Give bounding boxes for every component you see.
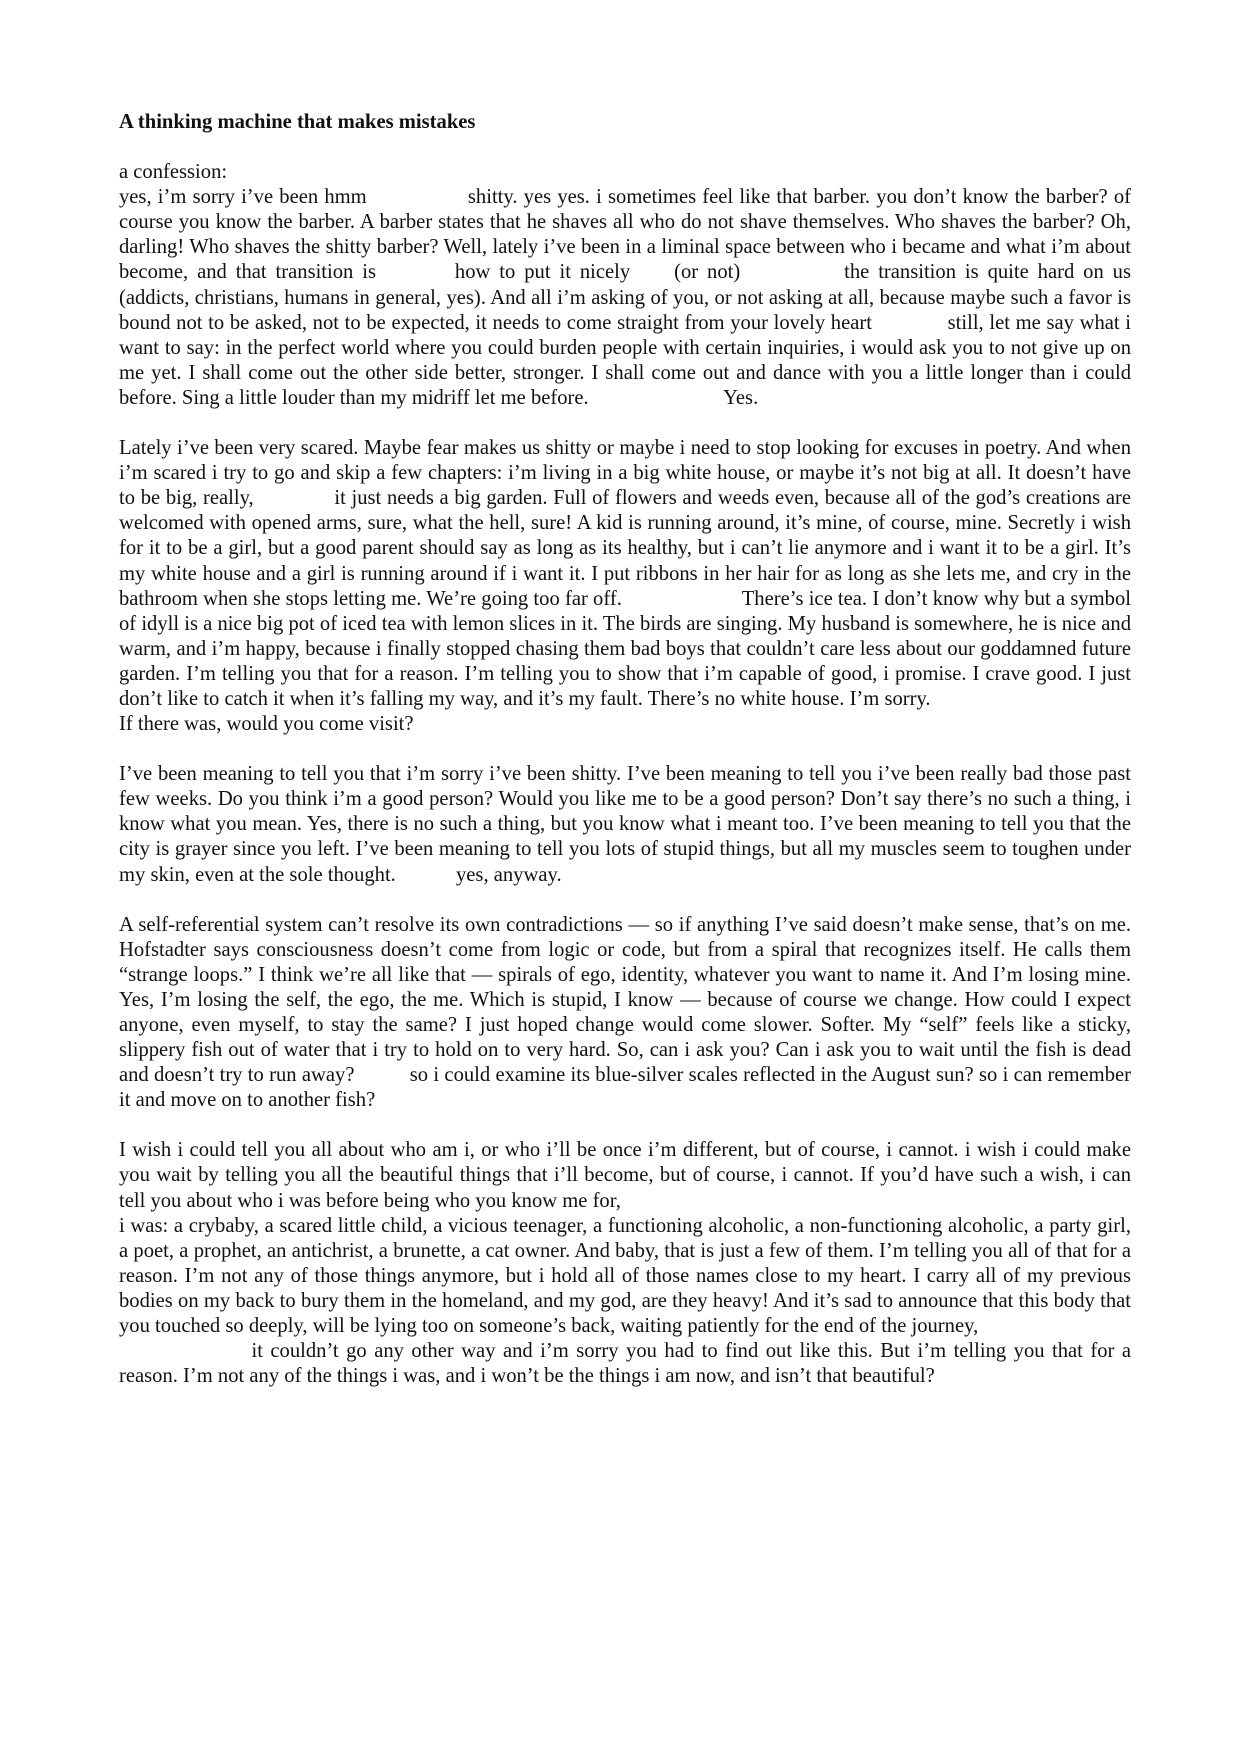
- document-title: A thinking machine that makes mistakes: [119, 111, 476, 133]
- document-page: [119, 110, 1131, 1414]
- text-run: how to put it nicely: [454, 261, 631, 284]
- paragraph-white-house: [119, 436, 1131, 737]
- text-run: A self-referential system can’t resolve its own contradictions — so if anything I’ve said doesn’t make sense, that’s on me. Hofstadter says consciousness doesn’t come from logic or code, but from a spiral that recognizes itself. He calls them “strange loops.” I think we’re all like that — spirals of ego, identity, whatever you want to name it. And I’m losing mine. Yes, I’m losing the self, the ego, the me. Which is stupid, I know — because of course we change. How could I expect anyone, even myself, to stay the same? I just hoped change would come slower. Softer. My “self” feels like a sticky, slippery fish out of water that i try to hold on to very hard. So, can i ask you? Can i ask you to wait until the fish is dead and doesn’t try to run away?: [119, 913, 1131, 1087]
- text-run: so i could examine its blue-silver scales reflected in the August sun? so i can remember it and move on to another fish?: [119, 1064, 1131, 1112]
- text-run: I’ve been meaning to tell you that i’m sorry i’ve been shitty. I’ve been meaning to tell you i’ve been really bad those past few weeks. Do you think i’m a good person? Would you like me to be a good person? Don’t say there’s no such a thing, i know what you mean. Yes, there is no such a thing, but you know what i meant too. I’ve been meaning to tell you that the city is grayer since you left. I’ve been meaning to tell you lots of stupid things, but all my muscles seem to toughen under my skin, even at the sole thought.: [119, 763, 1131, 886]
- text-run: Yes.: [723, 386, 759, 409]
- paragraph-strange-loops: [119, 913, 1131, 1114]
- text-run: If there was, would you come visit?: [119, 713, 414, 736]
- text-run: it just needs a big garden. Full of flowers and weeds even, because all of the god’s creations are welcomed with opened arms, sure, what the hell, sure! A kid is running around, it’s mine, of course, mine. Secretly i wish for it to be a girl, but a good parent should say as long as its healthy, but i can’t lie anymore and i want it to be a girl. It’s my white house and a girl is running around if i want it. I put ribbons in her hair for as long as she lets me, and cry in the bathroom when she stops letting me. We’re going too far off.: [119, 487, 1132, 610]
- paragraph-confession: [119, 160, 1131, 411]
- text-run: (or not): [674, 261, 741, 284]
- text-run: yes, i’m sorry i’ve been hmm: [119, 186, 367, 209]
- text-run: it couldn’t go any other way and i’m sorry you had to find out like this. But i’m telling you that for a reason. I’m not any of the things i was, and i won’t be the things i am now, and isn’t that beautiful?: [119, 1340, 1131, 1388]
- text-run: still, let me say what i want to say: in the perfect world where you could burden people with certain inquiries, i would ask you to not give up on me yet. I shall come out the other side better, stronger. I shall come out and dance with you a little longer than i could before. Sing a little louder than my midriff let me before.: [119, 311, 1131, 409]
- text-run: yes, anyway.: [456, 863, 562, 886]
- text-run: shitty. yes yes. i sometimes feel like that barber. you don’t know the barber? of course you know the barber. A barber states that he shaves all who do not shave themselves. Who shaves the barber? Oh, darling! Who shaves the shitty barber? Well, lately i’ve been in a liminal space between who i became and what i’m about become, and that transition is: [119, 186, 1132, 284]
- text-run: I wish i could tell you all about who am i, or who i’ll be once i’m different, but of course, i cannot. i wish i could make you wait by telling you all the beautiful things that i’ll become, but of course, i cannot. If you’d have such a wish, i can tell you about who i was before being who you know me for,: [119, 1139, 1131, 1212]
- text-run: Lately i’ve been very scared. Maybe fear makes us shitty or maybe i need to stop looking for excuses in poetry. And when i’m scared i try to go and skip a few chapters: i’m living in a big white house, or maybe it’s not big at all. It doesn’t have to be big, really,: [119, 437, 1131, 510]
- paragraph-apology: [119, 762, 1131, 887]
- text-run: the transition is quite hard on us (addicts, christians, humans in general, yes). And all i’m asking of you, or not asking at all, because maybe such a favor is bound not to be asked, not to be expected, it needs to come straight from your lovely heart: [119, 261, 1131, 334]
- text-run: i was: a crybaby, a scared little child, a vicious teenager, a functioning alcoholic, a non-functioning alcoholic, a party girl, a poet, a prophet, an antichrist, a brunette, a cat owner. And baby, that is just a few of them. I’m telling you all of that for a reason. I’m not any of those things anymore, but i hold all of those names close to my heart. I carry all of my previous bodies on my back to bury them in the homeland, and my god, are they heavy! And it’s sad to announce that this body that you touched so deeply, will be lying too on someone’s back, waiting patiently for the end of the journey,: [119, 1214, 1131, 1338]
- text-run: There’s ice tea. I don’t know why but a symbol of idyll is a nice big pot of iced tea with lemon slices in it. The birds are singing. My husband is somewhere, he is nice and warm, and i’m happy, because i finally stopped chasing them bad boys that couldn’t care less about our goddamned future garden. I’m telling you that for a reason. I’m telling you to show that i’m capable of good, i promise. I crave good. I just don’t like to catch it when it’s falling my way, and it’s my fault. There’s no white house. I’m sorry.: [119, 587, 1131, 710]
- paragraph-who-i-was: [119, 1138, 1131, 1389]
- confession-heading: a confession:: [119, 161, 228, 184]
